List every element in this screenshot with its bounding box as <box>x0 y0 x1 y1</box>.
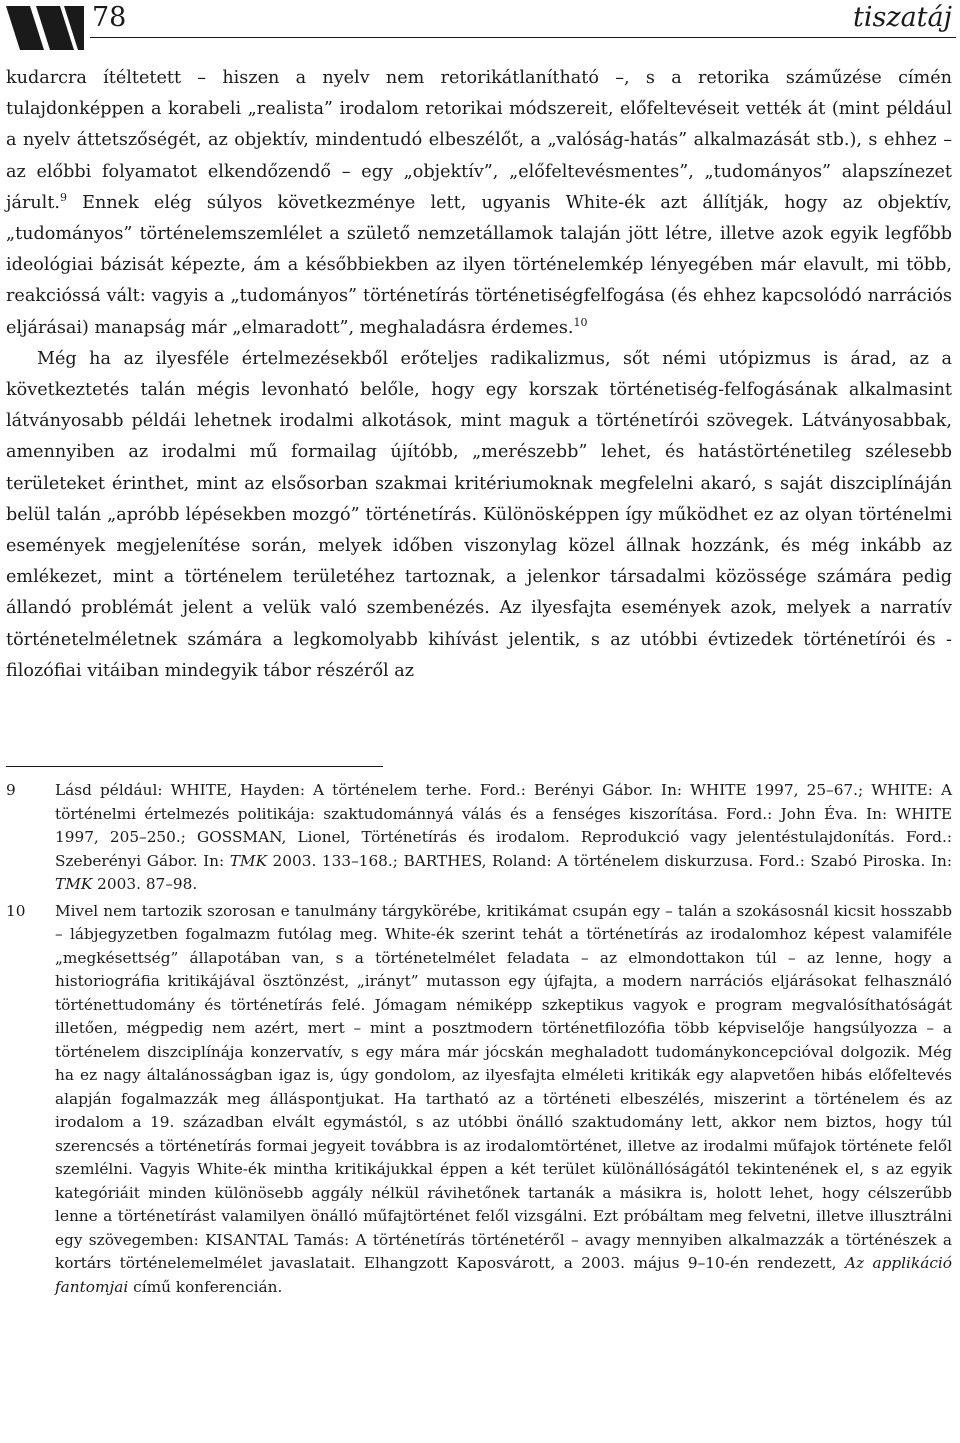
footnote-text: Mivel nem tartozik szorosan e tanulmány tárgykörébe, kritikámat csupán egy – talán a szokásosnál kicsit hosszabb – lábjegyzetben fogalmazm futólag meg. White-ék szerint tehát a történetírás az irodalomhoz képest valamiféle „megkésettség” állapotában van, s a történetelmélet feladata – az elmondottakon túl – az lenne, hogy a historiográfia kritikájával ösztönzést, „irányt” mutasson egy újfajta, a modern narrációs eljárásokat felhasználó történettudomány és történetírás felé. Jómagam némiképp szkeptikus vagyok e program megvalósíthatóságát illetően, mégpedig nem azért, mert – mint a posztmodern történetfilozófia több képviselője hangsúlyozza – a történelem diszciplínája konzervatív, s egy mára már jócskán meghaladott tudománykoncepcióval dolgozik. Még ha ez nagy általánosságban igaz is, úgy gondolom, az ilyesfajta elméleti kritikák egy alapvetően hibás előfeltevés alapján fogalmazzák meg álláspontjukat. Ha tartható az a történeti elbeszélés, miszerint a történelem és az irodalom a 19. században elvált egymástól, s az utóbbi önálló szaktudomány lett, akkor nem biztos, hogy túl szerencsés a történetírás formai jegyeit továbbra is az irodalomtörténet, illetve az irodalmi műfajok története felől szemlélni. Vagyis White-ék mintha kritikájukkal éppen a két terület különállóságától tekintenének el, s az egyik kategóriáit minden különösebb aggály nélkül rávihetőnek tartanák a másikra is, holott lehet, hogy célszerűbb lenne a történetírást valamilyen önálló műfajtörténet felől vizsgálni. Ezt próbáltam meg felvetni, illetve illusztrálni egy szövegemben: KISANTAL Tamás: A történetírás történetéről – avagy mennyiben alkalmazzák a történészek a kortárs történelemelmélet javaslatait. Elhangzott Kaposvárott, a 2003. május 9–10-én rendezett, Az applikáció fantomjai című konferencián. <box>55 901 952 1296</box>
paragraph-text: kudarcra ítéltetett – hiszen a nyelv nem retorikátlanítható –, s a retorika száműzése címén tulajdonképpen a korabeli „realista” irodalom retorikai módszereit, előfeltevéseit vették át (mint például a nyelv áttetszőségét, az objektív, mindentudó elbeszélőt, a „valóság-hatás” alkalmazását stb.), s ehhez – az előbbi folyamatot elkendőzendő – egy „objektív”, „előfeltevésmentes”, „tudományos” alapszínezet járult. <box>6 68 952 213</box>
journal-title: tiszatáj <box>853 2 952 33</box>
footnote-9 <box>6 779 952 897</box>
footnote-10 <box>6 900 952 1300</box>
footnote-number: 10 <box>6 901 26 920</box>
page-header <box>0 0 960 50</box>
footnotes <box>6 779 952 1302</box>
header-rule <box>90 37 956 38</box>
footnote-number: 9 <box>6 781 16 799</box>
page-number: 78 <box>92 2 127 33</box>
paragraph: Még ha az ilyesféle értelmezésekből erőteljes radikalizmus, sőt némi utópizmus is árad, az a következtetés talán mégis levonható belőle, hogy egy korszak történetiség-felfogásának alkalmasint látványosabb példái lehetnek irodalmi alkotások, mint maguk a történetírói szövegek. Látványosabbak, amennyiben az irodalmi mű formailag újítóbb, „merészebb” lehet, és hatástörténetileg szélesebb területeket érinthet, mint az elsősorban szakmai kritériumoknak megfelelni akaró, s saját diszciplínáján belül talán „apróbb lépésekben mozgó” történetírás. Különösképpen így működhet ez az olyan történelmi események megjelenítése során, melyek időben viszonylag közel állnak hozzánk, és még inkább az emlékezet, mint a történelem területéhez tartoznak, a jelenkor társadalmi közössége számára pedig állandó problémát jelent a velük való szembenézés. Az ilyesfajta események azok, melyek a narratív történetelméletnek számára a legkomolyabb kihívást jelentik, s az utóbbi évtizedek történetírói és -filozófiai vitáiban mindegyik tábor részéről az <box>6 348 952 681</box>
journal-logo-icon <box>6 6 84 50</box>
footnote-separator <box>6 766 383 767</box>
footnote-text: Lásd például: WHITE, Hayden: A történelem terhe. Ford.: Berényi Gábor. In: WHITE 1997, 25–67.; WHITE: A történelmi értelmezés politikája: szaktudománnyá válás és a fenséges kiszorítása. Ford.: John Éva. In: WHITE 1997, 205–250.; GOSSMAN, Lionel, Történetírás és irodalom. Reprodukció vagy jelentéstulajdonítás. Ford.: Szeberényi Gábor. In: TMK 2003. 133–168.; BARTHES, Roland: A történelem diskurzusa. Ford.: Szabó Piroska. In: TMK 2003. 87–98. <box>55 781 952 893</box>
paragraph <box>6 63 952 344</box>
footnote-ref[interactable]: 10 <box>573 315 588 329</box>
main-text <box>6 63 952 687</box>
paragraph-text: Ennek elég súlyos következménye lett, ugyanis White-ék azt állítják, hogy az objektív, „tudományos” történelemszemlélet a születő nemzetállamok talaján jött létre, illetve azok egyik legfőbb ideológiai bázisát képezte, ám a későbbiekben az ilyen történelemkép lényegében már elavult, mi több, reakcióssá vált: vagyis a „tudományos” történetírás történetiségfelfogása (és ehhez kapcsolódó narrációs eljárásai) manapság már „elmaradott”, meghaladásra érdemes. <box>6 192 952 338</box>
footnote-ref[interactable]: 9 <box>59 190 67 204</box>
